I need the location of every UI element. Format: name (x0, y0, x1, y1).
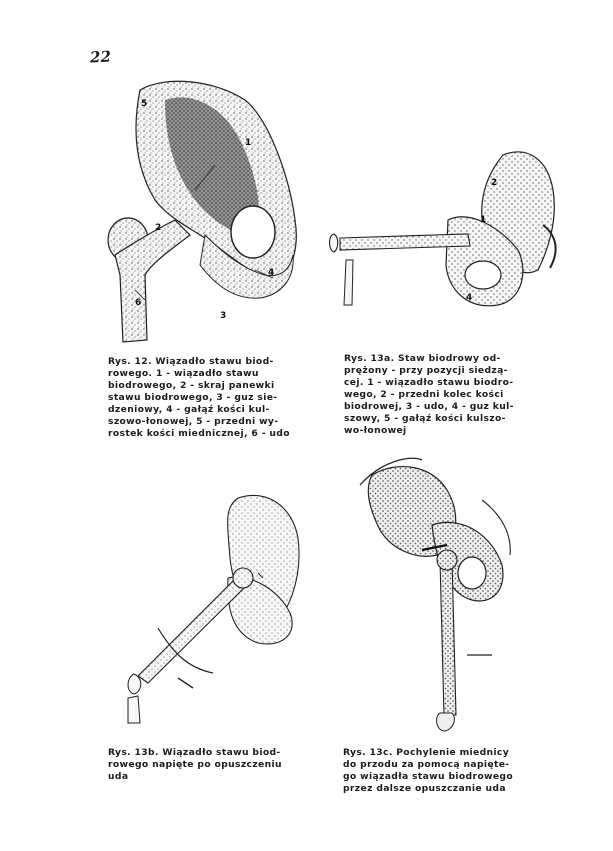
caption-line: biodrowego, 2 - skraj panewki (108, 380, 275, 391)
page-number: 22 (89, 47, 112, 67)
caption-line: cej. 1 - wiązadło stawu biodro- (344, 377, 514, 388)
caption-line: wego, 2 - przedni kolec kości (344, 389, 504, 400)
figure-13b-svg (118, 478, 318, 728)
figure-12-hip-ligament-drawing (95, 70, 315, 355)
caption-line: przez dalsze opuszczanie uda (343, 783, 506, 794)
svg-text:3: 3 (220, 311, 227, 321)
caption-line: rowego napięte po opuszczeniu (108, 759, 282, 770)
svg-text:2: 2 (155, 223, 162, 233)
caption-line: Rys. 13b. Wiązadło stawu biod- (108, 747, 281, 758)
caption-line: Rys. 13c. Pochylenie miednicy (343, 747, 510, 758)
caption-line: dzeniowy, 4 - gałąź kości kul- (108, 404, 270, 415)
figure-12-svg (95, 70, 315, 355)
caption-line: szowo-łonowej, 5 - przedni wy- (108, 416, 279, 427)
figure-13a-svg (328, 140, 563, 320)
figure-13a-hip-extended-drawing (328, 140, 563, 320)
caption-line: do przodu za pomocą napięte- (343, 759, 510, 770)
caption-line: biodrowej, 3 - udo, 4 - guz kul- (344, 401, 514, 412)
svg-text:4: 4 (268, 268, 275, 278)
caption-line: Rys. 12. Wiązadło stawu biod- (108, 356, 274, 367)
svg-text:1: 1 (480, 215, 487, 225)
svg-text:1: 1 (245, 138, 252, 148)
svg-text:6: 6 (135, 298, 142, 308)
figure-12-caption (108, 356, 290, 440)
figure-13c-pelvis-tilt-drawing (352, 455, 532, 740)
caption-line: rostek kości miednicznej, 6 - udo (108, 428, 290, 439)
caption-line: szowy, 5 - gałąź kości kulszo- (344, 413, 506, 424)
svg-text:4: 4 (466, 293, 473, 303)
caption-line: Rys. 13a. Staw biodrowy od- (344, 353, 501, 364)
caption-line: uda (108, 771, 129, 782)
figure-13b-hip-ligament-tensed-drawing (118, 478, 318, 728)
figure-13a-caption (344, 353, 514, 437)
caption-line: prężony - przy pozycji siedzą- (344, 365, 508, 376)
caption-line: wo-łonowej (344, 425, 407, 436)
caption-line: stawu biodrowego, 3 - guz sie- (108, 392, 278, 403)
figure-13c-svg (352, 455, 532, 740)
figure-12-label: 5 (141, 99, 148, 109)
caption-line: rowego. 1 - wiązadło stawu (108, 368, 259, 379)
figure-13b-caption (108, 747, 282, 783)
figure-13c-caption (343, 747, 513, 795)
svg-text:2: 2 (491, 178, 498, 188)
caption-line: go wiązadła stawu biodrowego (343, 771, 514, 782)
